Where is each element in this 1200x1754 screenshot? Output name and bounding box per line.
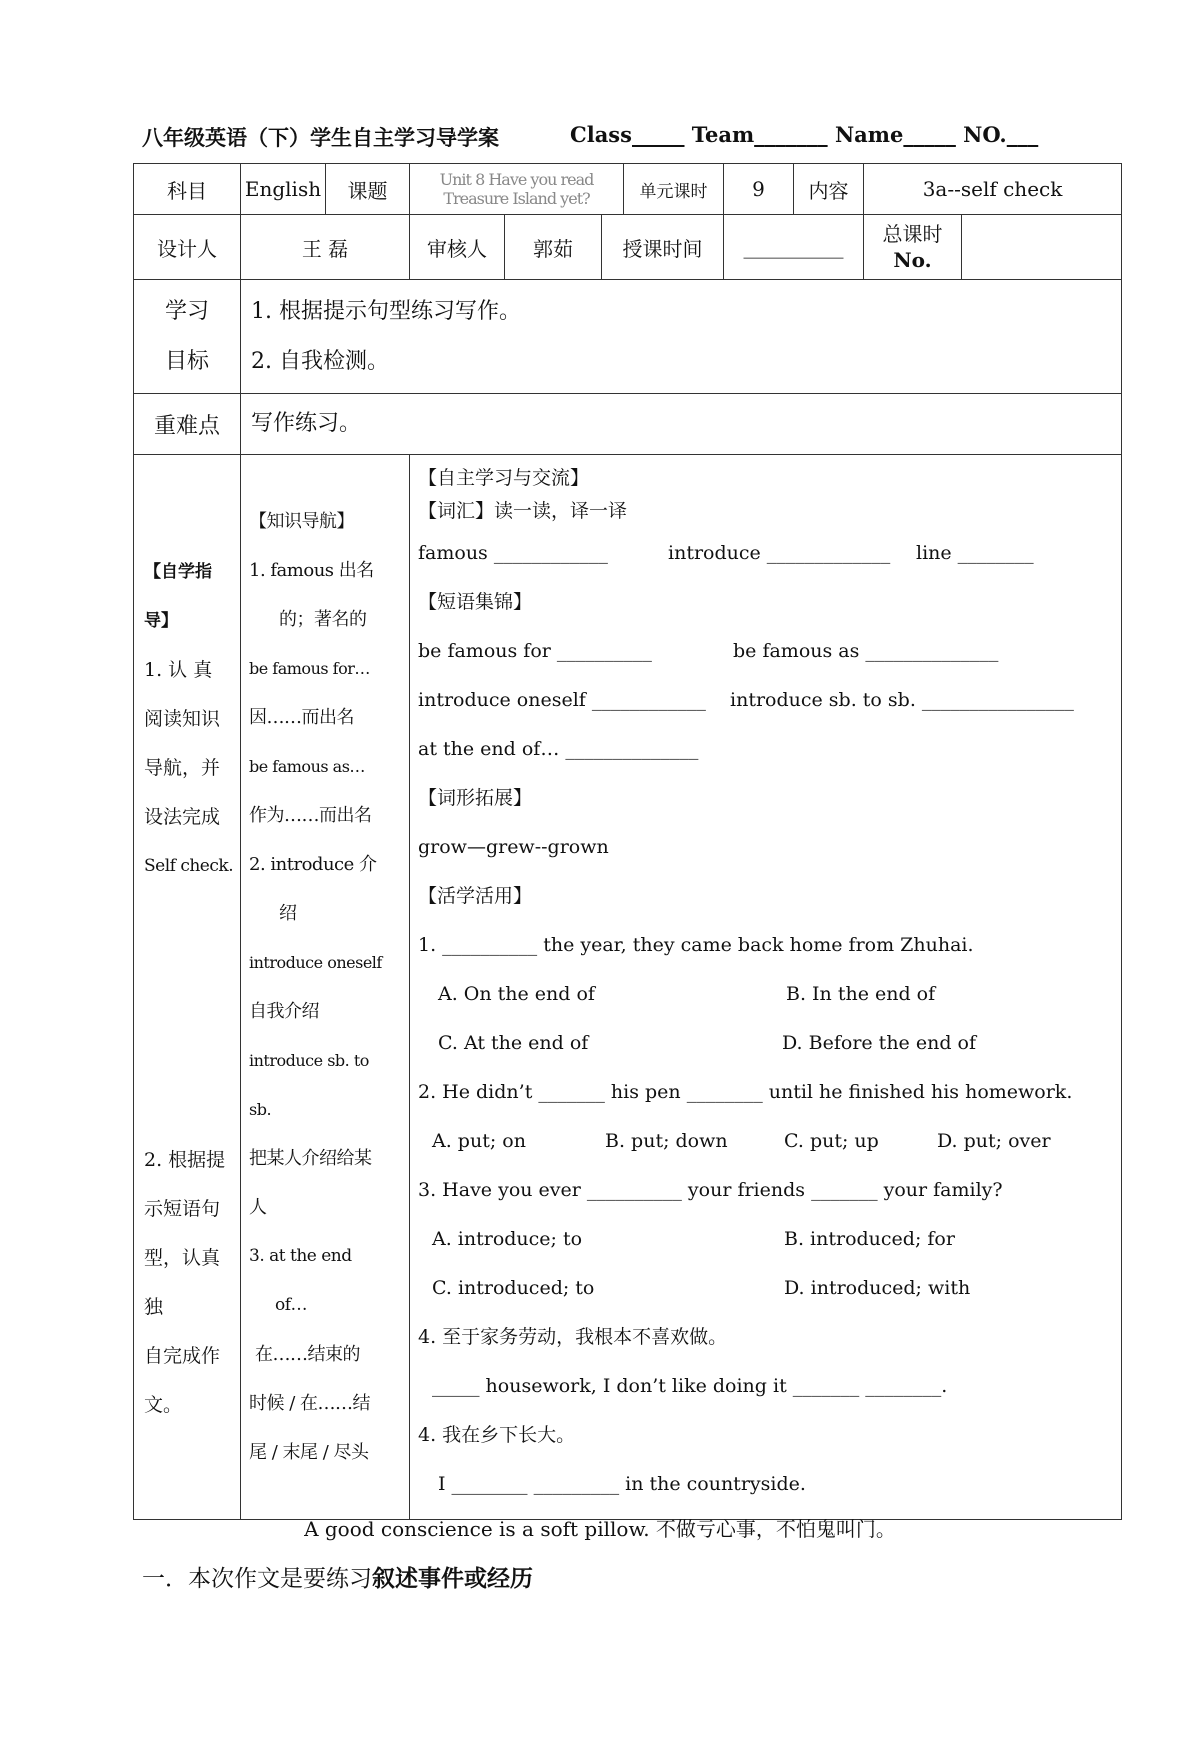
guide-line: 导航，并	[144, 757, 221, 779]
motto: A good conscience is a soft pillow. 不做亏心事，不怕鬼叫门。	[304, 1517, 896, 1541]
q2-options-row	[418, 1117, 1113, 1166]
footer-prefix: 一．本次作文是要练习	[142, 1566, 372, 1592]
goals-label-1: 学习	[164, 298, 209, 324]
guide-column	[134, 455, 241, 1520]
q3-options-row	[418, 1264, 1113, 1313]
vocab-item: line ________	[916, 542, 1034, 564]
designer-value: 王 磊	[241, 215, 410, 280]
nav-line: be famous for…	[249, 659, 370, 678]
reviewer-label: 审核人	[410, 215, 505, 280]
nav-line: 绍	[279, 903, 297, 924]
teach-time-label: 授课时间	[602, 215, 724, 280]
subject-label: 科目	[134, 164, 241, 215]
vocab-item: introduce _____________	[668, 542, 891, 564]
nav-line: 尾 / 末尾 / 尽头	[249, 1442, 369, 1463]
total-label: 总课时	[882, 222, 943, 246]
unit-lesson-label: 单元课时	[624, 164, 724, 215]
option: C. put; up	[784, 1130, 879, 1152]
phrase-item: be famous as ______________	[733, 640, 999, 662]
topic-label: 课题	[326, 164, 410, 215]
option: A. introduce; to	[432, 1228, 583, 1250]
guide-line: 文。	[144, 1394, 183, 1416]
goals-label-2: 目标	[164, 348, 209, 374]
goals-content	[241, 280, 1122, 394]
self-study-column	[410, 455, 1122, 1520]
question-1: 1. __________ the year, they came back home from Zhuhai.	[418, 934, 974, 956]
question-3: 3. Have you ever __________ your friends _______ your family?	[418, 1179, 1003, 1201]
unit-lesson-value: 9	[724, 164, 794, 215]
content-label: 内容	[794, 164, 864, 215]
nav-line: 在……结束的	[255, 1344, 360, 1365]
phrase-item: introduce oneself ____________	[418, 689, 706, 711]
q1-options-row	[418, 970, 1113, 1019]
total-lessons	[864, 215, 962, 280]
topic-value: Unit 8 Have you read Treasure Island yet?	[410, 164, 624, 215]
phrase-item: at the end of… ______________	[418, 738, 699, 760]
guide-line: 阅读知识	[144, 708, 221, 730]
forms-title: 【词形拓展】	[418, 787, 533, 809]
goal-item: 2. 自我检测。	[251, 348, 389, 374]
option: D. Before the end of	[782, 1032, 976, 1054]
nav-line: 把某人介绍给某	[249, 1148, 372, 1169]
guide-line: 型，认真独	[144, 1247, 221, 1318]
nav-line: 2. introduce 介	[249, 854, 377, 875]
option: D. put; over	[937, 1130, 1051, 1152]
nav-line: introduce oneself	[249, 953, 382, 972]
teach-time-value: __________	[724, 215, 864, 280]
option: D. introduced; with	[784, 1277, 971, 1299]
option: B. put; down	[605, 1130, 728, 1152]
option: C. introduced; to	[432, 1277, 595, 1299]
knowledge-nav-column	[241, 455, 410, 1520]
nav-line: of…	[275, 1295, 308, 1315]
subject-value: English	[241, 164, 326, 215]
nav-line: 时候 / 在……结	[249, 1393, 371, 1414]
difficulty-label: 重难点	[134, 394, 241, 455]
nav-line: 因……而出名	[249, 707, 354, 728]
option: B. introduced; for	[784, 1228, 955, 1250]
difficulty-value: 写作练习。	[241, 394, 1122, 455]
nav-line: 的；著名的	[279, 609, 367, 630]
total-blank	[962, 215, 1122, 280]
guide-line: 设法完成	[144, 806, 221, 828]
footer-bold: 叙述事件或经历	[372, 1565, 533, 1592]
nav-line: sb.	[249, 1100, 272, 1119]
vocab-item: famous ____________	[418, 542, 608, 564]
question-4-blank: _____ housework, I don’t like doing it _______ ________.	[432, 1375, 948, 1397]
vocab-row	[418, 529, 1113, 578]
page-title: 八年级英语（下）学生自主学习导学案	[142, 125, 499, 150]
guide-line: 示短语句	[144, 1198, 221, 1220]
question-5-blank: I ________ _________ in the countryside.	[438, 1473, 806, 1495]
option: A. put; on	[432, 1130, 526, 1152]
nav-line: be famous as…	[249, 757, 365, 776]
student-info-fields: Class_____ Team_______ Name_____ NO.___	[570, 122, 1039, 147]
option: C. At the end of	[438, 1032, 589, 1054]
guide-line: Self check.	[144, 856, 234, 876]
practice-title: 【活学活用】	[418, 885, 533, 907]
phrase-row	[418, 627, 1113, 676]
question-2: 2. He didn’t _______ his pen ________ until he finished his homework.	[418, 1081, 1073, 1103]
option: B. In the end of	[786, 983, 936, 1005]
guide-line: 1. 认 真	[144, 659, 213, 681]
nav-line: 作为……而出名	[249, 805, 372, 826]
goals-label	[134, 280, 241, 394]
guide-line: 自完成作	[144, 1345, 221, 1367]
question-5: 4. 我在乡下长大。	[418, 1424, 576, 1446]
nav-line: 1. famous 出名	[249, 560, 374, 581]
nav-line: 自我介绍	[249, 1001, 319, 1022]
phrase-item: introduce sb. to sb. ________________	[730, 689, 1074, 711]
total-value: No.	[893, 248, 932, 272]
nav-line: introduce sb. to	[249, 1051, 369, 1070]
phrase-row	[418, 725, 1113, 774]
phrase-row	[418, 676, 1113, 725]
designer-label: 设计人	[134, 215, 241, 280]
footer-heading	[142, 1560, 533, 1593]
option: A. On the end of	[438, 983, 595, 1005]
reviewer-value: 郭茹	[505, 215, 602, 280]
forms-value: grow—grew--grown	[418, 836, 609, 858]
nav-line: 3. at the end	[249, 1246, 352, 1266]
vocab-title: 【词汇】读一读，译一译	[418, 500, 628, 522]
content-value: 3a--self check	[864, 164, 1122, 215]
lesson-table	[133, 163, 1122, 1520]
goal-item: 1. 根据提示句型练习写作。	[251, 298, 521, 324]
nav-title: 【知识导航】	[249, 511, 354, 532]
question-4: 4. 至于家务劳动，我根本不喜欢做。	[418, 1326, 728, 1348]
q3-options-row	[418, 1215, 1113, 1264]
study-title: 【自主学习与交流】	[418, 467, 590, 489]
guide-line: 2. 根据提	[144, 1149, 226, 1171]
page-header	[142, 122, 1062, 152]
guide-title: 【自学指导】	[144, 562, 212, 631]
phrase-item: be famous for __________	[418, 640, 652, 662]
phrases-title: 【短语集锦】	[418, 591, 533, 613]
nav-line: 人	[249, 1197, 267, 1218]
q1-options-row	[418, 1019, 1113, 1068]
